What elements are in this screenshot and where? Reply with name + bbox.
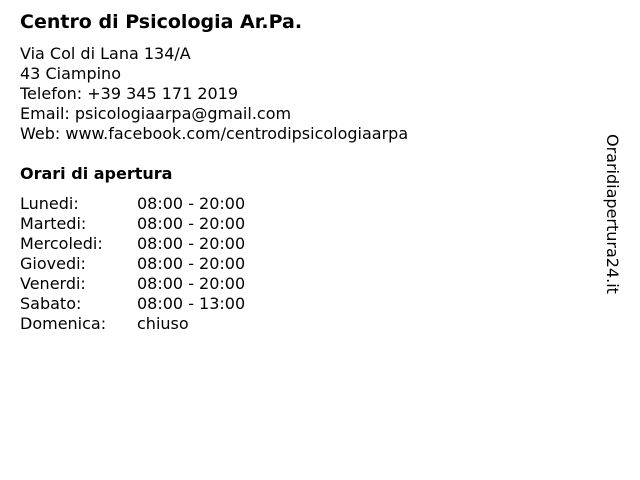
phone-number: Telefon: +39 345 171 2019 xyxy=(20,84,239,103)
address-city: 43 Ciampino xyxy=(20,64,121,83)
contact-info xyxy=(20,44,408,144)
business-name: Centro di Psicologia Ar.Pa. xyxy=(20,11,303,33)
time-range: 08:00 - 20:00 xyxy=(137,234,246,253)
day-label: Martedi: xyxy=(20,214,87,233)
time-range: 08:00 - 20:00 xyxy=(137,274,246,293)
day-label: Mercoledi: xyxy=(20,234,103,253)
time-range: 08:00 - 20:00 xyxy=(137,214,246,233)
website: Web: www.facebook.com/centrodipsicologiaarpa xyxy=(20,124,409,143)
day-label: Sabato: xyxy=(20,294,82,313)
day-label: Lunedi: xyxy=(20,194,79,213)
opening-hours-heading: Orari di apertura xyxy=(20,164,173,183)
time-range: 08:00 - 20:00 xyxy=(137,254,246,273)
time-range: 08:00 - 20:00 xyxy=(137,194,246,213)
day-label: Domenica: xyxy=(20,314,107,333)
address-street: Via Col di Lana 134/A xyxy=(20,44,191,63)
site-watermark xyxy=(603,134,634,310)
email-address: Email: psicologiaarpa@gmail.com xyxy=(20,104,292,123)
time-range: chiuso xyxy=(137,314,189,333)
day-label: Venerdi: xyxy=(20,274,86,293)
day-label: Giovedi: xyxy=(20,254,86,273)
time-range: 08:00 - 13:00 xyxy=(137,294,246,313)
watermark-text: Oraridiapertura24.it xyxy=(603,134,622,294)
